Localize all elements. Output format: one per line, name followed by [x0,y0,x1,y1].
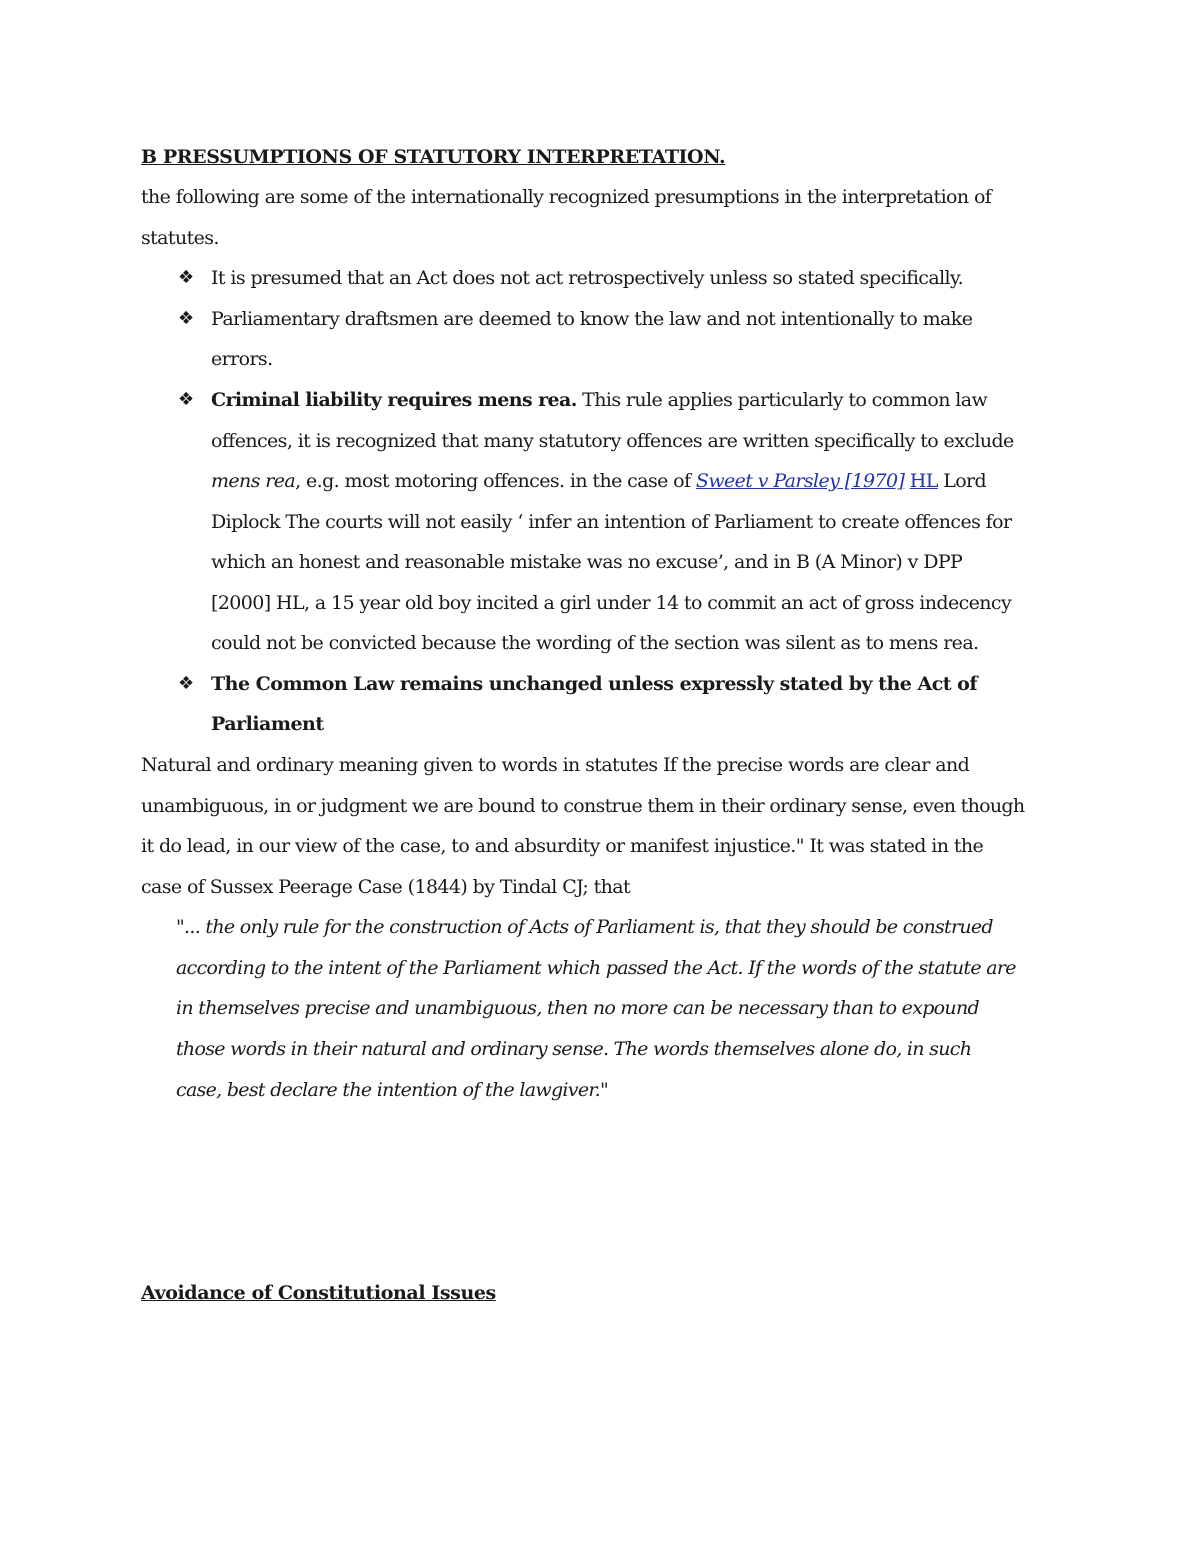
bullet-1-line-1: It is presumed that an Act does not act retrospectively unless so stated specifically. [211,267,964,289]
bullet-3-line-5: which an honest and reasonable mistake was no excuse’, and in B (A Minor) v DPP [211,551,963,573]
quote-line-2: according to the intent of the Parliament which passed the Act. If the words of the statute are [176,957,1016,979]
bullet-2-line-2: errors. [211,348,273,370]
case-link-sweet-v-parsley[interactable]: Sweet v Parsley [1970] [695,470,905,492]
diamond-bullet-icon: ❖ [178,673,195,694]
bullet-3-line-3-mid: , e.g. most motoring offences. in the case of [295,470,696,492]
bullet-3-line-1-rest: This rule applies particularly to common law [576,389,988,411]
quote-line-5: case, best declare the intention of the lawgiver." [176,1079,609,1101]
quote-line-1: "... the only rule for the construction of Acts of Parliament is, that they should be construed [176,916,993,938]
bullet-3-line-2: offences, it is recognized that many statutory offences are written specifically to exclude [211,430,1014,452]
intro-line-2: statutes. [141,227,219,249]
quote-line-4: those words in their natural and ordinary sense. The words themselves alone do, in such [176,1038,972,1060]
intro-line-1: the following are some of the internationally recognized presumptions in the interpretation of [141,186,992,208]
para-line-2: unambiguous, in or judgment we are bound to construe them in their ordinary sense, even though [141,795,1025,817]
para-line-3: it do lead, in our view of the case, to and absurdity or manifest injustice." It was stated in the [141,835,984,857]
section-heading-constitutional-issues: Avoidance of Constitutional Issues [141,1282,496,1304]
bullet-3-bold-lead: Criminal liability requires mens rea. [211,389,577,411]
bullet-3-line-6: [2000] HL, a 15 year old boy incited a girl under 14 to commit an act of gross indecency [211,592,1012,614]
bullet-3-line-1 [211,387,987,413]
mens-rea-italic: mens rea [211,470,296,492]
para-line-4: case of Sussex Peerage Case (1844) by Tindal CJ; that [141,876,631,898]
bullet-3-line-7: could not be convicted because the wording of the section was silent as to mens rea. [211,632,979,654]
diamond-bullet-icon: ❖ [178,267,195,288]
bullet-3-line-3-end: Lord [937,470,987,492]
diamond-bullet-icon: ❖ [178,389,195,410]
section-heading: B PRESSUMPTIONS OF STATUTORY INTERPRETATION. [141,146,726,168]
bullet-4-line-1: The Common Law remains unchanged unless expressly stated by the Act of [211,673,978,695]
bullet-3-line-4: Diplock The courts will not easily ‘ infer an intention of Parliament to create offences for [211,511,1012,533]
bullet-4-line-2: Parliament [211,713,324,735]
diamond-bullet-icon: ❖ [178,308,195,329]
quote-line-3: in themselves precise and unambiguous, then no more can be necessary than to expound [176,997,979,1019]
bullet-2-line-1: Parliamentary draftsmen are deemed to know the law and not intentionally to make [211,308,973,330]
case-link-hl[interactable]: HL [909,470,938,492]
para-line-1: Natural and ordinary meaning given to words in statutes If the precise words are clear and [141,754,970,776]
bullet-3-line-3 [211,468,986,494]
